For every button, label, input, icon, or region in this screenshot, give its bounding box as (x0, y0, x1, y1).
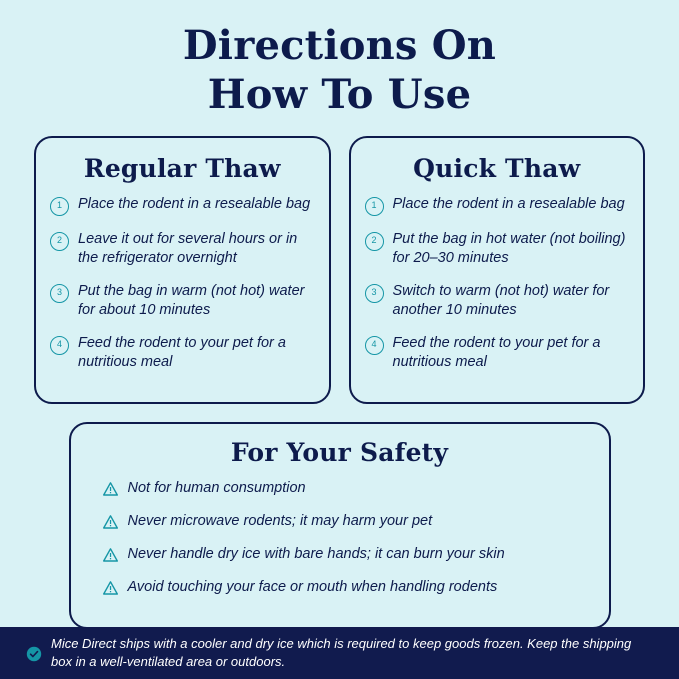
step-text: Feed the rodent to your pet for a nutritious meal (78, 335, 286, 371)
step-number-badge: 1 (365, 197, 384, 216)
warning-triangle-icon (103, 581, 118, 595)
list-item (365, 195, 630, 216)
list-item (365, 334, 630, 372)
footer-text: Mice Direct ships with a cooler and dry ice which is required to keep goods frozen. Keep the shipping box in a well-ventilated area or outdoors. (51, 636, 632, 669)
step-number-badge: 2 (365, 232, 384, 251)
list-item (103, 578, 587, 597)
list-item (365, 230, 630, 268)
footer-banner (0, 627, 679, 679)
safety-text: Never handle dry ice with bare hands; it can burn your skin (127, 546, 505, 563)
safety-text: Never microwave rodents; it may harm your pet (127, 513, 433, 530)
regular-thaw-card (34, 136, 331, 405)
warning-triangle-icon (103, 515, 118, 529)
list-item (103, 479, 587, 498)
step-text: Put the bag in hot water (not boiling) for 20–30 minutes (392, 230, 626, 266)
safety-text: Not for human consumption (127, 480, 306, 497)
list-item (365, 282, 630, 320)
step-number-badge: 3 (50, 284, 69, 303)
step-number-badge: 3 (365, 284, 384, 303)
page-title-line-1: Directions On (182, 22, 497, 69)
step-text: Put the bag in warm (not hot) water for about 10 minutes (78, 282, 305, 318)
step-text: Feed the rodent to your pet for a nutritious meal (392, 335, 601, 371)
regular-thaw-steps (50, 195, 315, 373)
warning-triangle-icon (103, 482, 118, 496)
step-number-badge: 4 (365, 336, 384, 355)
safety-card (69, 422, 611, 628)
step-number-badge: 1 (50, 197, 69, 216)
page-title-line-2: How To Use (207, 70, 472, 118)
list-item (50, 334, 315, 372)
safety-text: Avoid touching your face or mouth when handling rodents (127, 578, 498, 595)
list-item (103, 512, 587, 531)
page-title (0, 0, 679, 120)
quick-thaw-card (349, 136, 646, 405)
step-text: Switch to warm (not hot) water for another 10 minutes (392, 282, 610, 318)
step-text: Leave it out for several hours or in the refrigerator overnight (78, 230, 298, 266)
check-circle-icon (26, 646, 42, 662)
thaw-cards-row (0, 136, 679, 405)
step-number-badge: 2 (50, 232, 69, 251)
list-item (50, 195, 315, 216)
regular-thaw-heading: Regular Thaw (83, 153, 281, 183)
warning-triangle-icon (103, 548, 118, 562)
step-number-badge: 4 (50, 336, 69, 355)
list-item (103, 545, 587, 564)
step-text: Place the rodent in a resealable bag (78, 195, 311, 212)
safety-list (93, 479, 587, 596)
step-text: Place the rodent in a resealable bag (392, 195, 625, 212)
quick-thaw-steps (365, 195, 630, 373)
safety-heading: For Your Safety (230, 438, 449, 468)
list-item (50, 230, 315, 268)
quick-thaw-heading: Quick Thaw (413, 153, 581, 183)
list-item (50, 282, 315, 320)
